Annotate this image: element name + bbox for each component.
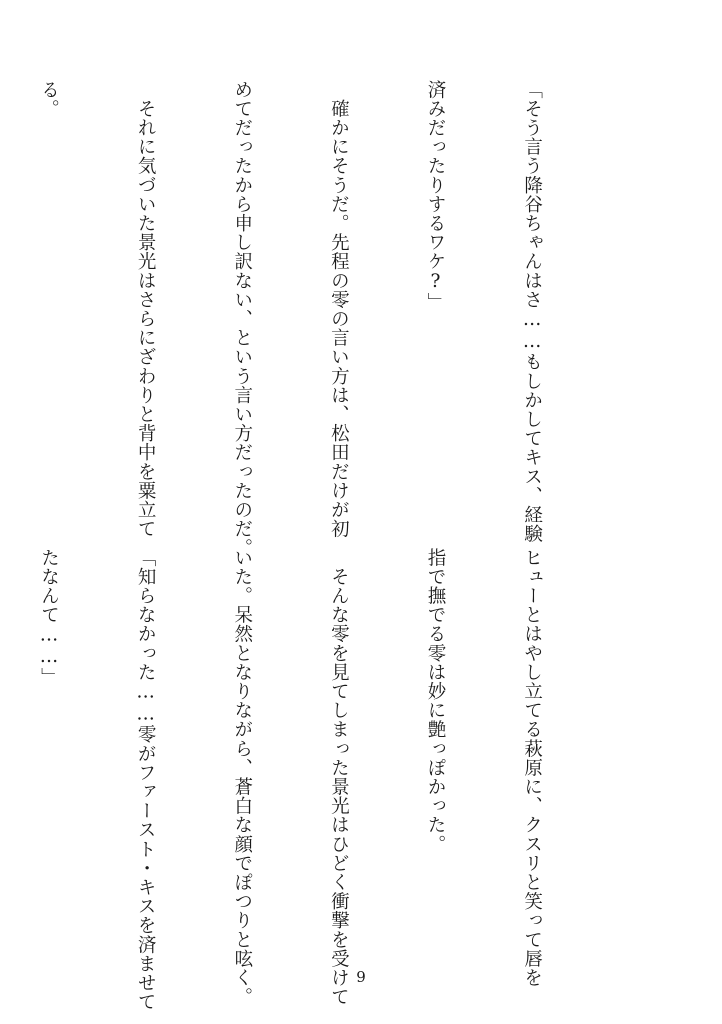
upper-text-block	[38, 80, 612, 558]
text-line: そんな零を見てしまった景光はひどく衝撃を受けて	[328, 548, 350, 1007]
text-line: る。	[38, 80, 60, 119]
text-line: 指で撫でる零は妙に艶っぽかった。	[424, 548, 446, 854]
text-line: それに気づいた景光はさらにざわりと背中を粟立て	[135, 80, 157, 539]
text-line: めてだったから申し訳ない、という言い方だったのだ。	[231, 80, 253, 558]
text-line: 確かにそうだ。先程の零の言い方は、松田だけが初	[328, 80, 350, 539]
text-line: 済みだったりするワケ?」	[424, 80, 446, 312]
text-line: ヒューとはやし立てる萩原に、クスリと笑って唇を	[521, 548, 543, 988]
text-line: いた。呆然となりながら、蒼白な顔でぽつりと呟く。	[231, 548, 253, 1007]
text-line: たなんて……」	[38, 548, 60, 687]
text-line: 「知らなかった……零がファースト・キスを済ませて	[135, 548, 157, 1012]
text-line: 「そう言う降谷ちゃんはさ……もしかしてキス、経験	[521, 80, 543, 544]
lower-text-block	[38, 548, 612, 1012]
page-number: 9	[356, 968, 366, 986]
